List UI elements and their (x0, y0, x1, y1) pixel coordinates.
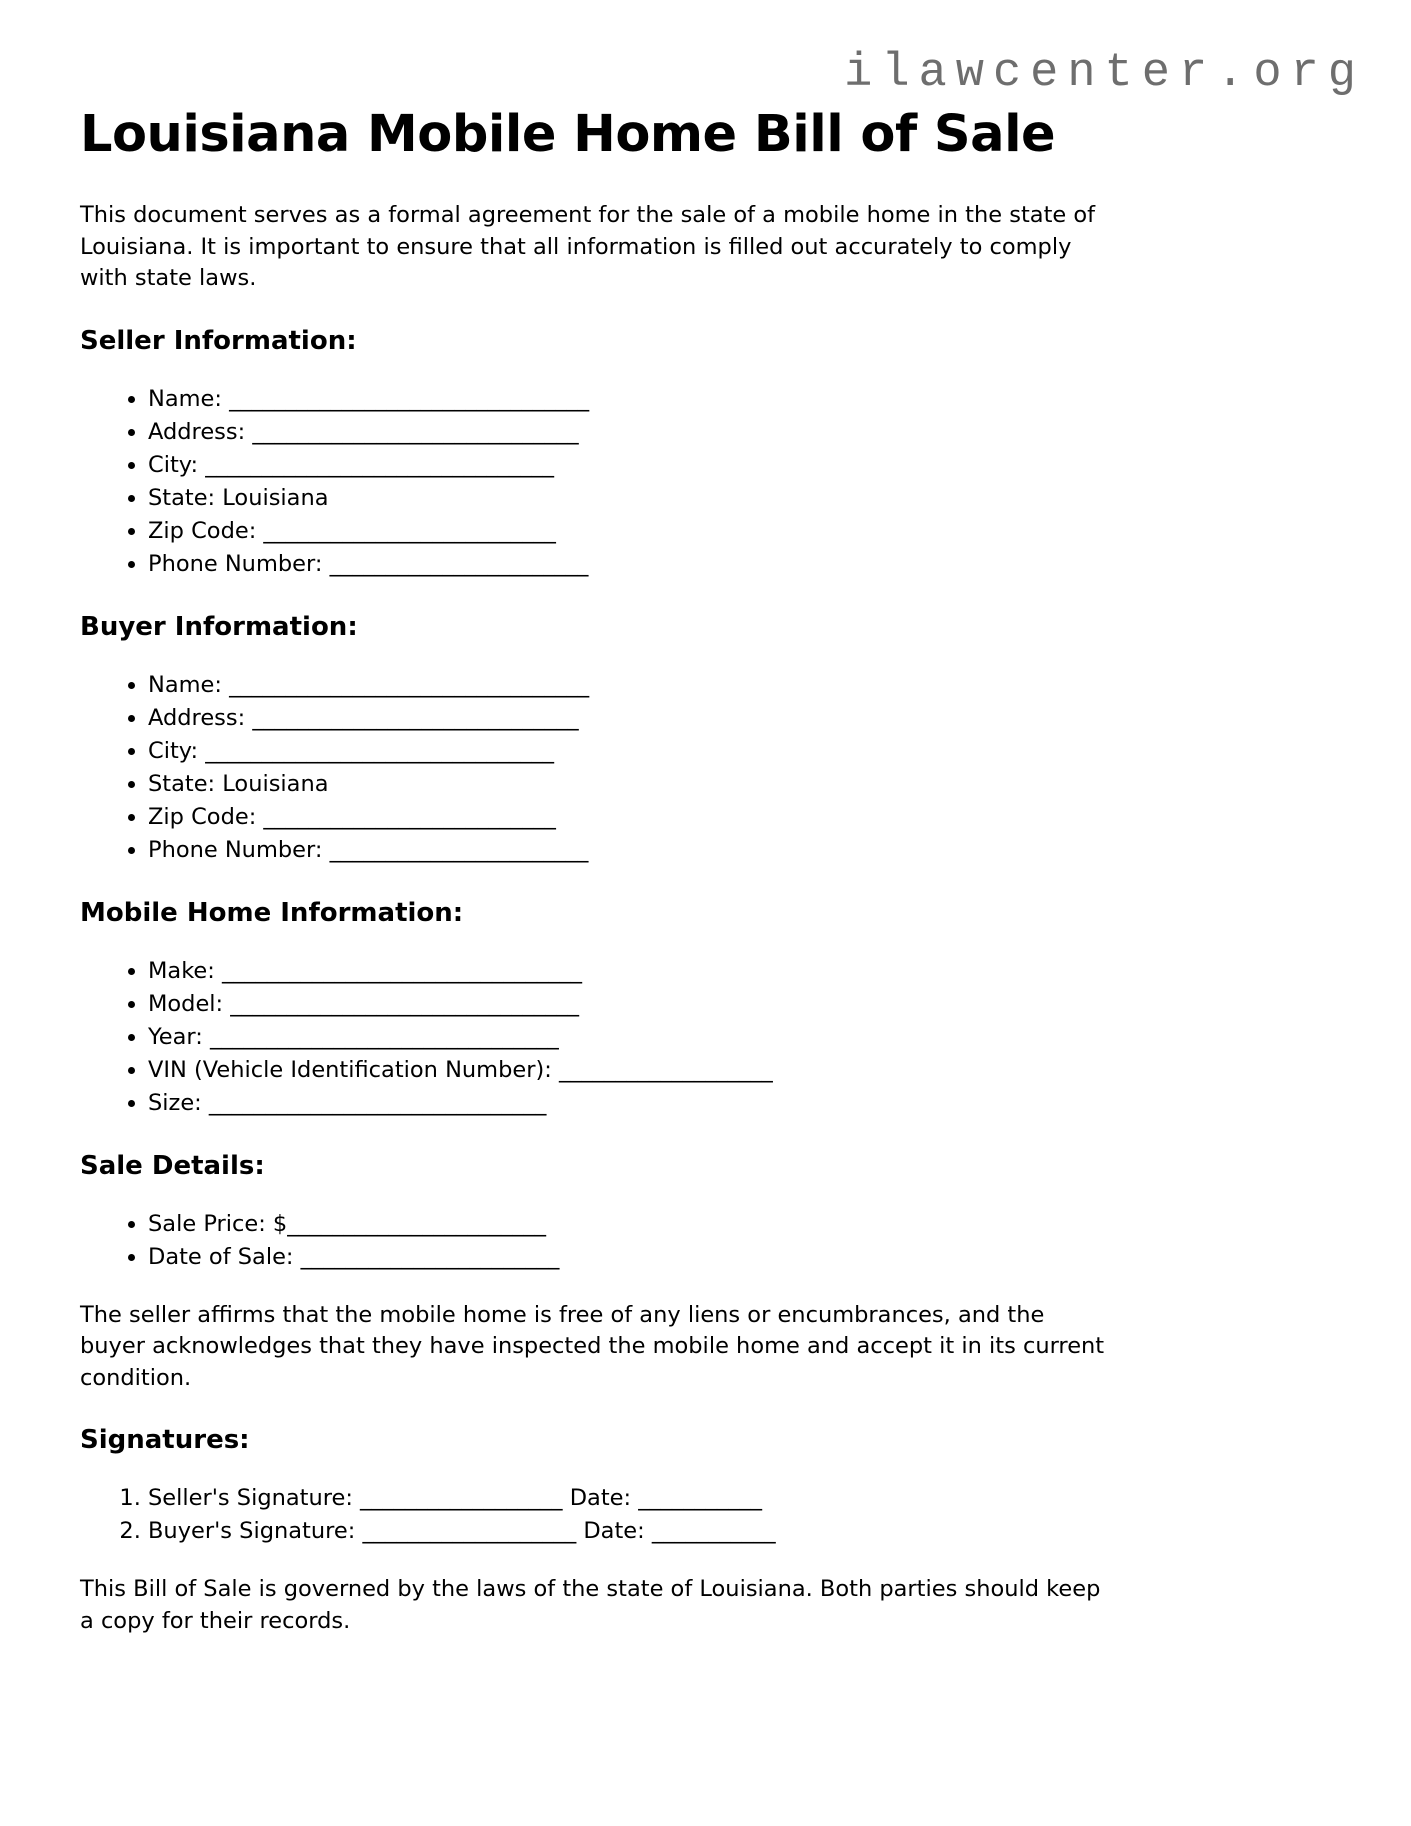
section-heading-seller: Seller Information: (80, 325, 357, 356)
paragraph-line: with state laws. (80, 265, 257, 291)
paragraph-line: condition. (80, 1364, 192, 1391)
list-item-seller-state: • State: Louisiana (148, 482, 1363, 515)
list-item-year: • Year: _______________________________ (148, 1021, 1363, 1054)
paragraph-line: This Bill of Sale is governed by the laws of the state of Louisiana. Both parties should keep (80, 1576, 1101, 1602)
list-item-vin: • VIN (Vehicle Identification Number): ___________________ (148, 1054, 1363, 1087)
signatures-list (80, 1482, 1363, 1548)
site-logo: ilawcenter.org (844, 47, 1365, 100)
paragraph-line: Louisiana. It is important to ensure that all information is filled out accurately to comply (80, 233, 1072, 260)
section-heading-signatures: Signatures: (80, 1425, 250, 1455)
list-item-sale-price: • Sale Price: $_______________________ (148, 1208, 1363, 1241)
list-item-size: • Size: ______________________________ (148, 1087, 1363, 1120)
mobile-home-info-list (80, 955, 1363, 1120)
list-item-buyer-state: • State: Louisiana (148, 768, 1363, 801)
list-item-seller-address: • Address: _____________________________ (148, 416, 1363, 449)
list-item-buyer-zip: • Zip Code: __________________________ (148, 801, 1363, 834)
list-item-model: • Model: _______________________________ (148, 988, 1363, 1021)
section-heading-mobile-home: Mobile Home Information: (80, 897, 464, 928)
governing-paragraph (80, 1574, 1363, 1637)
list-item-buyer-city: • City: _______________________________ (148, 735, 1363, 768)
list-item-seller-signature: 1. Seller's Signature: __________________ Date: ___________ (148, 1482, 1363, 1515)
intro-paragraph (80, 200, 1363, 295)
section-heading-sale-details: Sale Details: (80, 1150, 265, 1181)
paragraph-line: buyer acknowledges that they have inspected the mobile home and accept it in its current (80, 1333, 1105, 1359)
page-title: Louisiana Mobile Home Bill of Sale (80, 105, 1056, 164)
affirmation-paragraph (80, 1300, 1363, 1395)
paragraph-line: a copy for their records. (80, 1607, 351, 1634)
list-item-seller-name: • Name: ________________________________ (148, 383, 1363, 416)
section-heading-buyer: Buyer Information: (80, 611, 358, 642)
list-item-seller-zip: • Zip Code: __________________________ (148, 515, 1363, 548)
list-item-make: • Make: ________________________________ (148, 955, 1363, 988)
list-item-buyer-phone: • Phone Number: _______________________ (148, 834, 1363, 867)
paragraph-line: The seller affirms that the mobile home is free of any liens or encumbrances, and the (80, 1301, 1045, 1328)
buyer-info-list (80, 669, 1363, 867)
list-item-date-of-sale: • Date of Sale: _______________________ (148, 1241, 1363, 1274)
seller-info-list (80, 383, 1363, 581)
list-item-seller-city: • City: _______________________________ (148, 449, 1363, 482)
paragraph-line: This document serves as a formal agreement for the sale of a mobile home in the state of (80, 202, 1096, 228)
sale-details-list (80, 1208, 1363, 1274)
list-item-buyer-signature: 2. Buyer's Signature: ___________________ Date: ___________ (148, 1515, 1363, 1548)
list-item-buyer-address: • Address: _____________________________ (148, 702, 1363, 735)
list-item-seller-phone: • Phone Number: _______________________ (148, 548, 1363, 581)
list-item-buyer-name: • Name: ________________________________ (148, 669, 1363, 702)
